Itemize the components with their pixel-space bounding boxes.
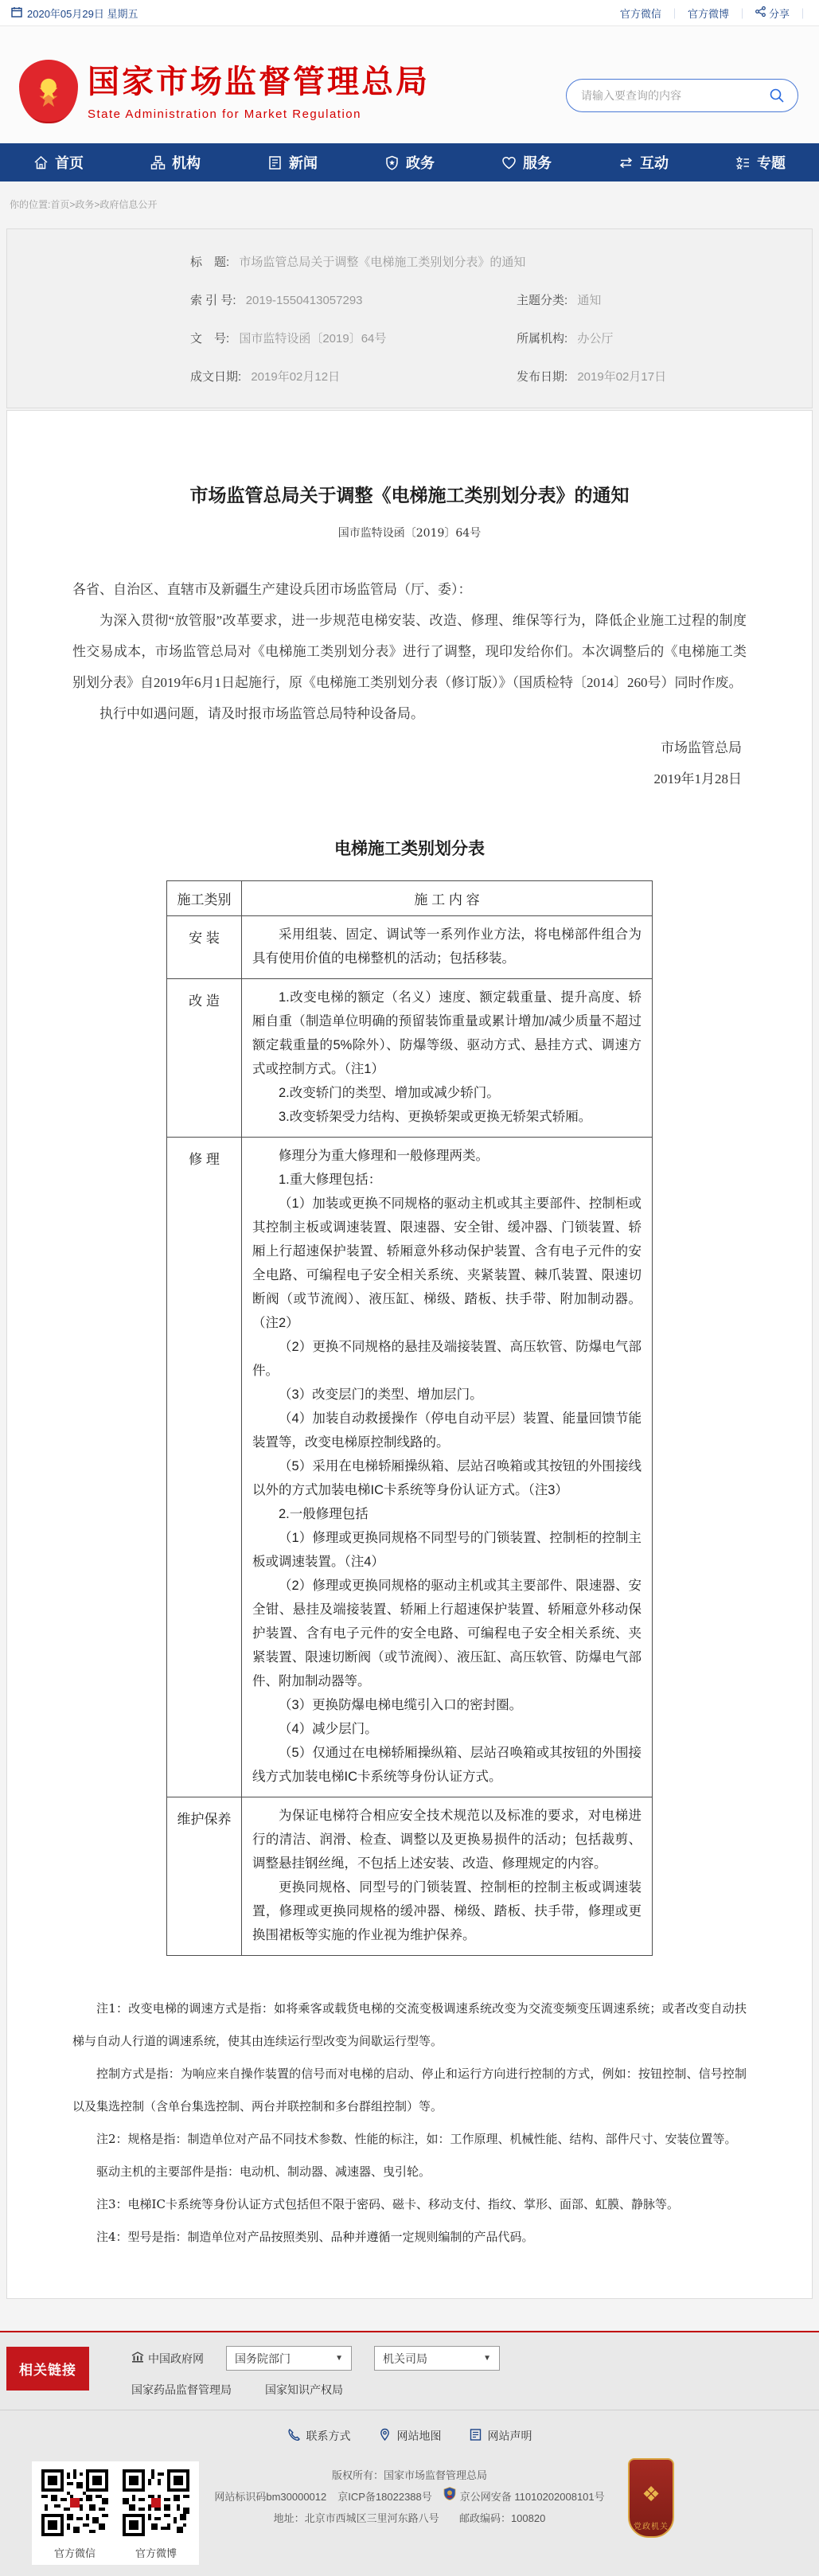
current-date: 2020年05月29日 星期五 [27,7,138,20]
note-paragraph: 注2：规格是指：制造单位对产品不同技术参数、性能的标注，如：工作原理、机械性能、结构、部件尺寸、安装位置等。 [96,2132,737,2146]
note-paragraph: 注4：型号是指：制造单位对产品按照类别、品种并遵循一定规则编制的产品代码。 [96,2230,534,2244]
meta-date-pub-value: 2019年02月17日 [577,370,667,384]
content-paragraph: 为保证电梯符合相应安全技术规范以及标准的要求，对电梯进行的清洁、润滑、检查、调整以及更换易损件的活动；包括裁剪、调整悬挂钢丝绳，不包括上述安装、改造、修理规定的内容。 [252,1809,642,1871]
meta-category-value: 通知 [577,294,602,307]
document-number: 国市监特设函〔2019〕64号 [337,527,482,540]
gov-site-link[interactable]: 中国政府网 [131,2351,204,2367]
icp-number[interactable]: 京ICP备18022388号 [337,2491,432,2503]
table-header-row [167,881,653,916]
site-statement-link[interactable]: 网站声明 [469,2428,532,2444]
content-paragraph: （4）加装自动救援操作（停电自动平层）装置、能量回馈节能装置等，改变电梯原控制线路的。 [252,1411,642,1450]
dropdown-agency-bureaus[interactable]: 机关司局 ▼ [374,2346,500,2371]
table-row [167,1797,653,1956]
content-cell [242,1797,653,1956]
related-link[interactable]: 国家药品监督管理局 [131,2383,232,2396]
calendar-icon [11,6,22,20]
party-gov-emblem [628,2458,674,2538]
content-paragraph: （4）减少层门。 [279,1722,378,1736]
qr-code-panel [32,2461,199,2565]
map-pin-icon [378,2428,392,2444]
meta-date-pub-label: 发布日期: [517,370,568,384]
body-paragraph: 各省、自治区、直辖市及新疆生产建设兵团市场监管局（厅、委）： [72,582,472,597]
signoff-block [72,732,747,794]
wechat-qr [41,2469,108,2560]
content-paragraph: 1.重大修理包括： [279,1173,382,1187]
swap-arrows-icon [618,155,634,170]
content-paragraph: 采用组装、固定、调试等一系列作业方法，将电梯部件组合为具有使用价值的电梯整机的活动；包括移装。 [252,927,642,966]
meta-org-value: 办公厅 [577,332,614,345]
nav-item-home[interactable]: 首页 [0,143,117,181]
meta-date-written-label: 成文日期: [190,370,242,384]
address-text: 地址：北京市西城区三里河东路八号 [273,2512,439,2524]
weibo-link[interactable]: 官方微博 [687,7,729,20]
meta-category-label: 主题分类: [517,294,568,307]
org-name-cn: 国家市场监督管理总局 [88,64,430,100]
content-paragraph: 2.一般修理包括 [279,1507,369,1521]
signoff-date: 2019年1月28日 [653,771,742,786]
nav-item-org[interactable]: 机构 [117,143,234,181]
meta-org-label: 所属机构: [517,332,568,345]
document-content [6,410,813,2299]
site-brand [88,64,430,121]
org-name-en: State Administration for Market Regulation [88,107,361,121]
shield-icon [384,155,400,170]
search-input[interactable] [581,89,767,102]
separator: ｜ [736,7,747,20]
heart-icon [501,155,517,170]
content-paragraph: （2）修理或更换同规格的驱动主机或其主要部件、限速器、安全钳、悬挂及端接装置、轿厢上行超速保护装置、轿厢意外移动保护装置、含有电子元件的安全电路、可编程电子安全相关系统、夹紧装置、限速切断阀（或节流阀）、液压缸、高压软管、防爆电气部件、附加制动器等。 [252,1579,642,1688]
wechat-qr-label: 官方微信 [53,2547,96,2559]
meta-date-written-value: 2019年02月12日 [251,370,341,384]
meta-index-label: 索 引 号: [190,294,236,307]
classification-table [166,880,653,1956]
search-icon[interactable] [767,86,786,105]
content-paragraph: （3）改变层门的类型、增加层门。 [279,1388,483,1402]
content-paragraph: 1.改变电梯的额定（名义）速度、额定载重量、提升高度、轿厢自重（制造单位明确的预留装饰重量或累计增加/减少质量不超过额定载重量的5%除外）、防爆等级、驱动方式、悬挂方式、调速方式或控制方式。（注1） [252,990,642,1076]
chevron-down-icon: ▼ [335,2354,343,2363]
emblem-label: 党政机关 [634,2523,669,2531]
main-nav [0,143,819,181]
separator: ｜ [669,7,680,20]
copyright-text: 版权所有：国家市场监督管理总局 [331,2469,487,2481]
related-links-badge[interactable]: 相关链接 [6,2347,89,2391]
postcode-text: 邮政编码：100820 [458,2512,546,2524]
content-paragraph: 修理分为重大修理和一般修理两类。 [279,1149,489,1163]
meta-docno-label: 文 号: [190,332,230,345]
body-paragraph: 执行中如遇问题，请及时报市场监管总局特种设备局。 [99,706,424,721]
chevron-down-icon: ▼ [483,2354,491,2363]
home-icon [33,155,49,170]
content-paragraph: （2）更换不同规格的悬挂及端接装置、高压软管、防爆电气部件。 [252,1340,642,1378]
nav-item-news[interactable]: 新闻 [234,143,351,181]
table-row [167,979,653,1138]
nav-item-interact[interactable]: 互动 [585,143,702,181]
weibo-qr [123,2469,189,2560]
meta-title-label: 标 题: [190,256,230,269]
table-row [167,916,653,979]
emblem-ornament-icon: ❖ [642,2482,661,2506]
statement-doc-icon [469,2428,482,2444]
news-icon [267,155,283,170]
site-footer [0,2410,819,2576]
note-paragraph: 注3：电梯IC卡系统等身份认证方式包括但不限于密码、磁卡、移动支付、指纹、掌形、面部、虹膜、静脉等。 [96,2197,679,2211]
content-paragraph: （1）加装或更换不同规格的驱动主机或其主要部件、控制柜或其控制主板或调速装置、限速器、安全钳、缓冲器、门锁装置、轿厢上行超速保护装置、轿厢意外移动保护装置、含有电子元件的安全电路、可编程电子安全相关系统、夹紧装置、棘爪装置、限速切断阀（或节流阀）、液压缸、梯级、踏板、扶手带、附加制动器。（注2） [252,1196,642,1330]
police-badge-icon [443,2486,456,2508]
security-number[interactable]: 京公网安备 11010202008101号 [459,2491,605,2503]
top-bar [0,0,819,26]
contact-link[interactable]: 联系方式 [287,2428,351,2444]
meta-title-value: 市场监管总局关于调整《电梯施工类别划分表》的通知 [239,256,526,269]
body-paragraph: 为深入贯彻“放管服”改革要求，进一步规范电梯安装、改造、修理、维保等行为，降低企业施工过程的制度性交易成本，市场监管总局对《电梯施工类别划分表》进行了调整，现印发给你们。本次调整后的《电梯施工类别划分表》自2019年6月1日起施行，原《电梯施工类别划分表（修订版）》（国质检特〔2014〕260号）同时作废。 [72,613,747,690]
building-icon [131,2352,144,2365]
note-paragraph: 驱动主机的主要部件是指：电动机、制动器、减速器、曳引轮。 [96,2164,431,2179]
content-cell [242,1138,653,1797]
separator: ｜ [797,7,808,20]
wechat-link[interactable]: 官方微信 [619,7,661,20]
content-cell [242,979,653,1138]
sitemap-link[interactable]: 网站地图 [378,2428,442,2444]
star-list-icon [735,155,751,170]
meta-index-value: 2019-1550413057293 [245,294,363,307]
phone-icon [287,2428,301,2444]
content-cell [242,916,653,979]
category-cell: 修 理 [167,1138,242,1797]
table-title: 电梯施工类别划分表 [334,840,485,858]
category-cell: 安 装 [167,916,242,979]
content-paragraph: 3.改变轿架受力结构、更换轿架或更换无轿架式轿厢。 [279,1110,592,1124]
category-cell: 维护保养 [167,1797,242,1956]
header-content: 施 工 内 容 [242,881,653,916]
note-paragraph: 注1：改变电梯的调速方式是指：如将乘客或载货电梯的交流变极调速系统改变为交流变频变压调速系统；或者改变自动扶梯与自动人行道的调速系统，使其由连续运行型改变为间歇运行型等。 [72,2001,747,2048]
share-icon [755,6,766,19]
note-paragraph: 控制方式是指：为响应来自操作装置的信号而对电梯的启动、停止和运行方向进行控制的方式，例如：按钮控制、信号控制以及集选控制（含单台集选控制、两台并联控制和多台群组控制）等。 [72,2067,747,2113]
notes-section [72,1992,747,2254]
site-header [0,26,819,143]
org-chart-icon [150,155,166,170]
related-link[interactable]: 国家知识产权局 [265,2383,343,2396]
site-code: 网站标识码bm30000012 [214,2491,327,2503]
document-meta-box [6,228,813,408]
national-emblem-logo: ★ [19,60,78,123]
content-paragraph: （3）更换防爆电梯电缆引入口的密封圈。 [279,1698,523,1712]
signoff-org: 市场监管总局 [661,740,742,755]
weibo-qr-label: 官方微博 [135,2547,177,2559]
meta-docno-value: 国市监特设函〔2019〕64号 [239,332,387,345]
header-category: 施工类别 [167,881,242,916]
content-paragraph: 更换同规格、同型号的门锁装置、控制柜的控制主板或调速装置，修理或更换同规格的缓冲器、梯级、踏板、扶手带，修理或更换围裙板等实施的作业视为维护保养。 [252,1880,642,1942]
category-cell: 改 造 [167,979,242,1138]
share-link[interactable]: 分享 [755,6,790,21]
nav-item-service[interactable]: 服务 [468,143,585,181]
nav-item-gov[interactable]: 政务 [351,143,468,181]
search-box[interactable] [566,79,798,112]
table-row [167,1138,653,1797]
nav-item-topics[interactable]: 专题 [702,143,819,181]
document-title: 市场监管总局关于调整《电梯施工类别划分表》的通知 [189,485,630,505]
content-paragraph: （1）修理或更换同规格不同型号的门锁装置、控制柜的控制主板或调速装置。（注4） [252,1531,642,1569]
related-links-bar [0,2331,819,2410]
content-paragraph: （5）采用在电梯轿厢操纵箱、层站召唤箱或其按钮的外围接线以外的方式加装电梯IC卡系统等身份认证方式。（注3） [252,1459,642,1497]
content-paragraph: 2.改变轿门的类型、增加或减少轿门。 [279,1086,500,1100]
content-paragraph: （5）仅通过在电梯轿厢操纵箱、层站召唤箱或其按钮的外围接线方式加装电梯IC卡系统等身份认证方式。 [252,1746,642,1784]
document-body [72,574,747,729]
dropdown-state-council-depts[interactable]: 国务院部门 ▼ [226,2346,352,2371]
breadcrumb: 你的位置:首页>政务>政府信息公开 [10,199,158,210]
